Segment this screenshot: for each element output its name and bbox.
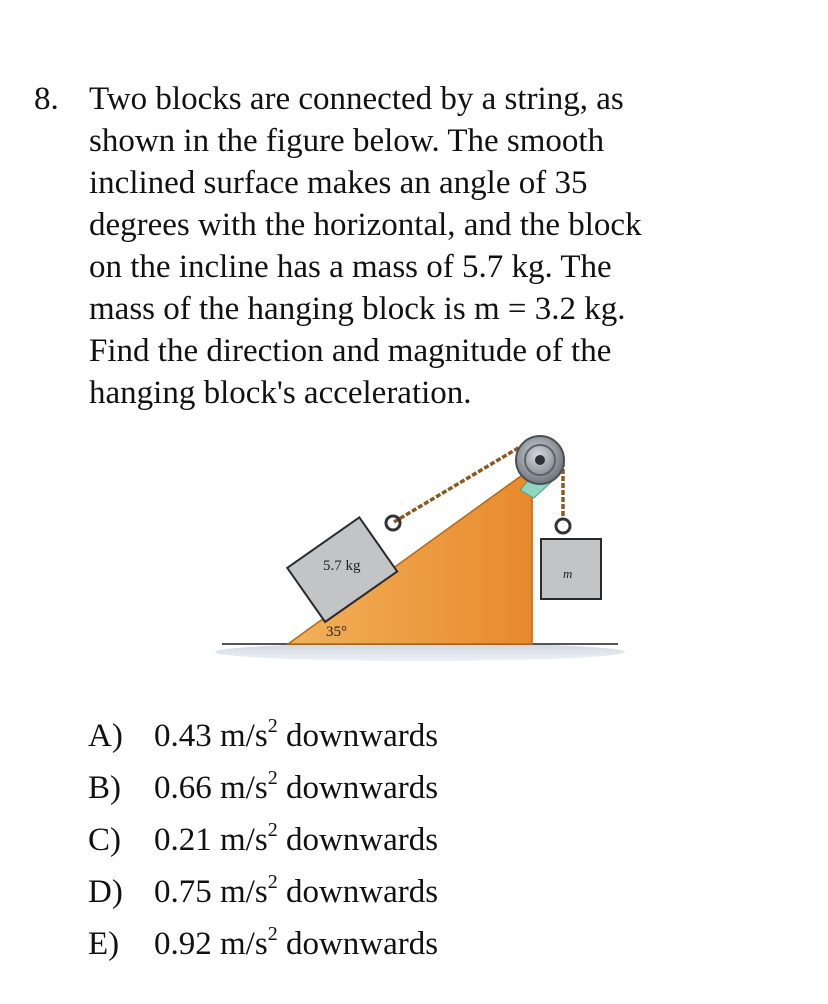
choice-d[interactable] <box>88 868 438 920</box>
incline-block-label: 5.7 kg <box>323 558 361 574</box>
choice-letter: B) <box>88 770 121 806</box>
choice-direction: downwards <box>277 822 439 858</box>
hanging-block-label: m <box>563 566 573 581</box>
choice-value: 0.66 m/s <box>154 770 268 806</box>
question-line: on the incline has a mass of 5.7 kg. The <box>89 249 612 285</box>
choice-exponent: 2 <box>267 767 278 789</box>
choice-exponent: 2 <box>267 923 278 945</box>
choice-value: 0.21 m/s <box>154 822 268 858</box>
hanging-block-hook <box>556 519 570 533</box>
choice-c[interactable] <box>88 816 438 868</box>
choice-letter: C) <box>88 822 121 858</box>
incline-block-hook <box>386 516 400 530</box>
ground-surface <box>215 643 625 661</box>
choice-value: 0.75 m/s <box>154 874 268 910</box>
question-line: mass of the hanging block is m = 3.2 kg. <box>89 291 626 327</box>
answer-choices <box>88 712 438 972</box>
choice-exponent: 2 <box>267 871 278 893</box>
question-line: degrees with the horizontal, and the block <box>89 207 642 243</box>
question-line: inclined surface makes an angle of 35 <box>89 165 588 201</box>
choice-e[interactable] <box>88 920 438 972</box>
choice-value: 0.92 m/s <box>154 926 268 962</box>
choice-letter: A) <box>88 718 123 754</box>
choice-exponent: 2 <box>267 819 278 841</box>
choice-direction: downwards <box>277 926 439 962</box>
question-line: hanging block's acceleration. <box>89 375 472 411</box>
choice-direction: downwards <box>277 874 439 910</box>
question-line: Two blocks are connected by a string, as <box>89 81 624 117</box>
choice-direction: downwards <box>277 718 439 754</box>
choice-exponent: 2 <box>267 715 278 737</box>
question-line: Find the direction and magnitude of the <box>89 333 612 369</box>
question-text <box>89 78 729 414</box>
question-number: 8. <box>34 81 59 117</box>
question-line: shown in the figure below. The smooth <box>89 123 605 159</box>
choice-value: 0.43 m/s <box>154 718 268 754</box>
choice-b[interactable] <box>88 764 438 816</box>
choice-letter: E) <box>88 926 120 962</box>
choice-direction: downwards <box>277 770 439 806</box>
choice-letter: D) <box>88 874 123 910</box>
choice-a[interactable] <box>88 712 438 764</box>
incline-pulley-figure <box>210 420 630 670</box>
angle-label: 35° <box>326 624 347 640</box>
pulley-icon <box>516 436 564 484</box>
